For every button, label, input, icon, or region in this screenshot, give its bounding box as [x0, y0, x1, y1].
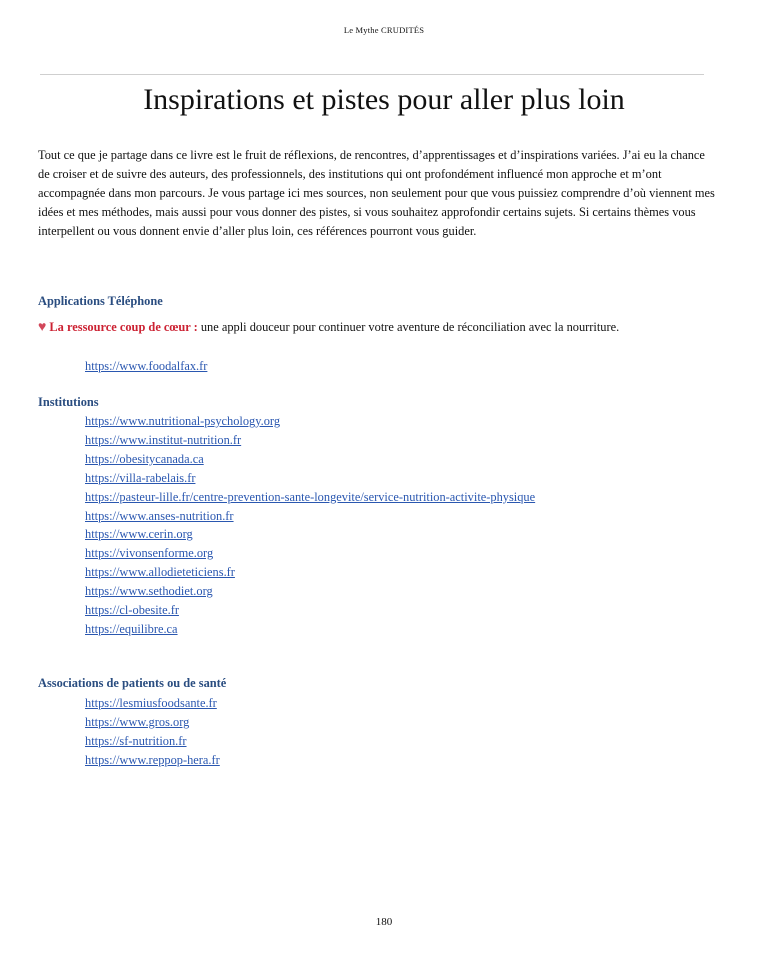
- apps-link[interactable]: https://www.foodalfax.fr: [85, 359, 208, 373]
- institution-link[interactable]: https://www.nutritional-psychology.org: [85, 414, 281, 428]
- institution-link[interactable]: https://vivonsenforme.org: [85, 546, 214, 561]
- apps-highlight: La ressource coup de cœur :: [49, 320, 198, 334]
- institution-link[interactable]: https://www.sethodiet.org: [85, 584, 213, 599]
- association-link[interactable]: https://www.reppop-hera.fr: [85, 752, 220, 767]
- institution-link[interactable]: https://equilibre.ca: [85, 621, 178, 636]
- list-item: [85, 694, 220, 713]
- apps-callout: [38, 318, 718, 337]
- list-item: [85, 450, 535, 469]
- institutions-heading: Institutions: [38, 395, 99, 409]
- associations-heading: Associations de patients ou de santé: [38, 676, 227, 690]
- running-header: Le Mythe CRUDITÉS: [343, 25, 425, 35]
- associations-link-list: [85, 694, 220, 770]
- institution-link[interactable]: https://www.cerin.org: [85, 527, 193, 542]
- list-item: [85, 732, 220, 751]
- apps-description: une appli douceur pour continuer votre aventure de réconciliation avec la nourriture.: [197, 320, 620, 334]
- list-item: [85, 469, 535, 488]
- list-item: [85, 412, 535, 431]
- list-item: [85, 525, 535, 544]
- institution-link[interactable]: https://cl-obesite.fr: [85, 603, 179, 618]
- institution-link[interactable]: https://obesitycanada.ca: [85, 451, 204, 466]
- institution-link[interactable]: https://villa-rabelais.fr: [85, 470, 196, 485]
- intro-paragraph: Tout ce que je partage dans ce livre est le fruit de réflexions, de rencontres, d’apprentissages et d’inspirations variées. J’ai eu la chance de croiser et de suivre des auteurs, des professionnels, des institutions qui ont profondément influencé mon approche et m’ont accompagnée dans mon parcours. Je vous partage ici mes sources, non seulement pour que vous puissiez comprendre d’où viennent mes idées et mes méthodes, mais aussi pour vous donner des pistes, si vous souhaitez approfondir certains sujets. Si certains thèmes vous interpellent ou vous donnent envie d’aller plus loin, ces références pourront vous guider.: [38, 148, 715, 238]
- list-item: [85, 431, 535, 450]
- institution-link[interactable]: https://www.allodieteticiens.fr: [85, 565, 235, 580]
- institutions-link-list: [85, 412, 535, 639]
- list-item: [85, 713, 220, 732]
- list-item: [85, 357, 207, 376]
- page-number: 180: [375, 916, 393, 928]
- list-item: [85, 563, 535, 582]
- institution-link[interactable]: https://www.institut-nutrition.fr: [85, 432, 242, 447]
- association-link[interactable]: https://sf-nutrition.fr: [85, 733, 187, 748]
- apps-link-list: [85, 357, 207, 376]
- list-item: [85, 544, 535, 563]
- list-item: [85, 620, 535, 639]
- list-item: [85, 582, 535, 601]
- association-link[interactable]: https://lesmiusfoodsante.fr: [85, 696, 217, 710]
- apps-heading: Applications Téléphone: [38, 294, 163, 308]
- list-item: [85, 507, 535, 526]
- institution-link[interactable]: https://pasteur-lille.fr/centre-prevention-sante-longevite/service-nutrition-activite-physique: [85, 489, 536, 504]
- list-item: [85, 488, 535, 507]
- header-divider: [40, 74, 704, 75]
- institution-link[interactable]: https://www.anses-nutrition.fr: [85, 508, 234, 523]
- page-title: Inspirations et pistes pour aller plus loin: [143, 83, 625, 116]
- association-link[interactable]: https://www.gros.org: [85, 714, 190, 729]
- heart-icon: ♥: [38, 320, 47, 335]
- list-item: [85, 601, 535, 620]
- list-item: [85, 751, 220, 770]
